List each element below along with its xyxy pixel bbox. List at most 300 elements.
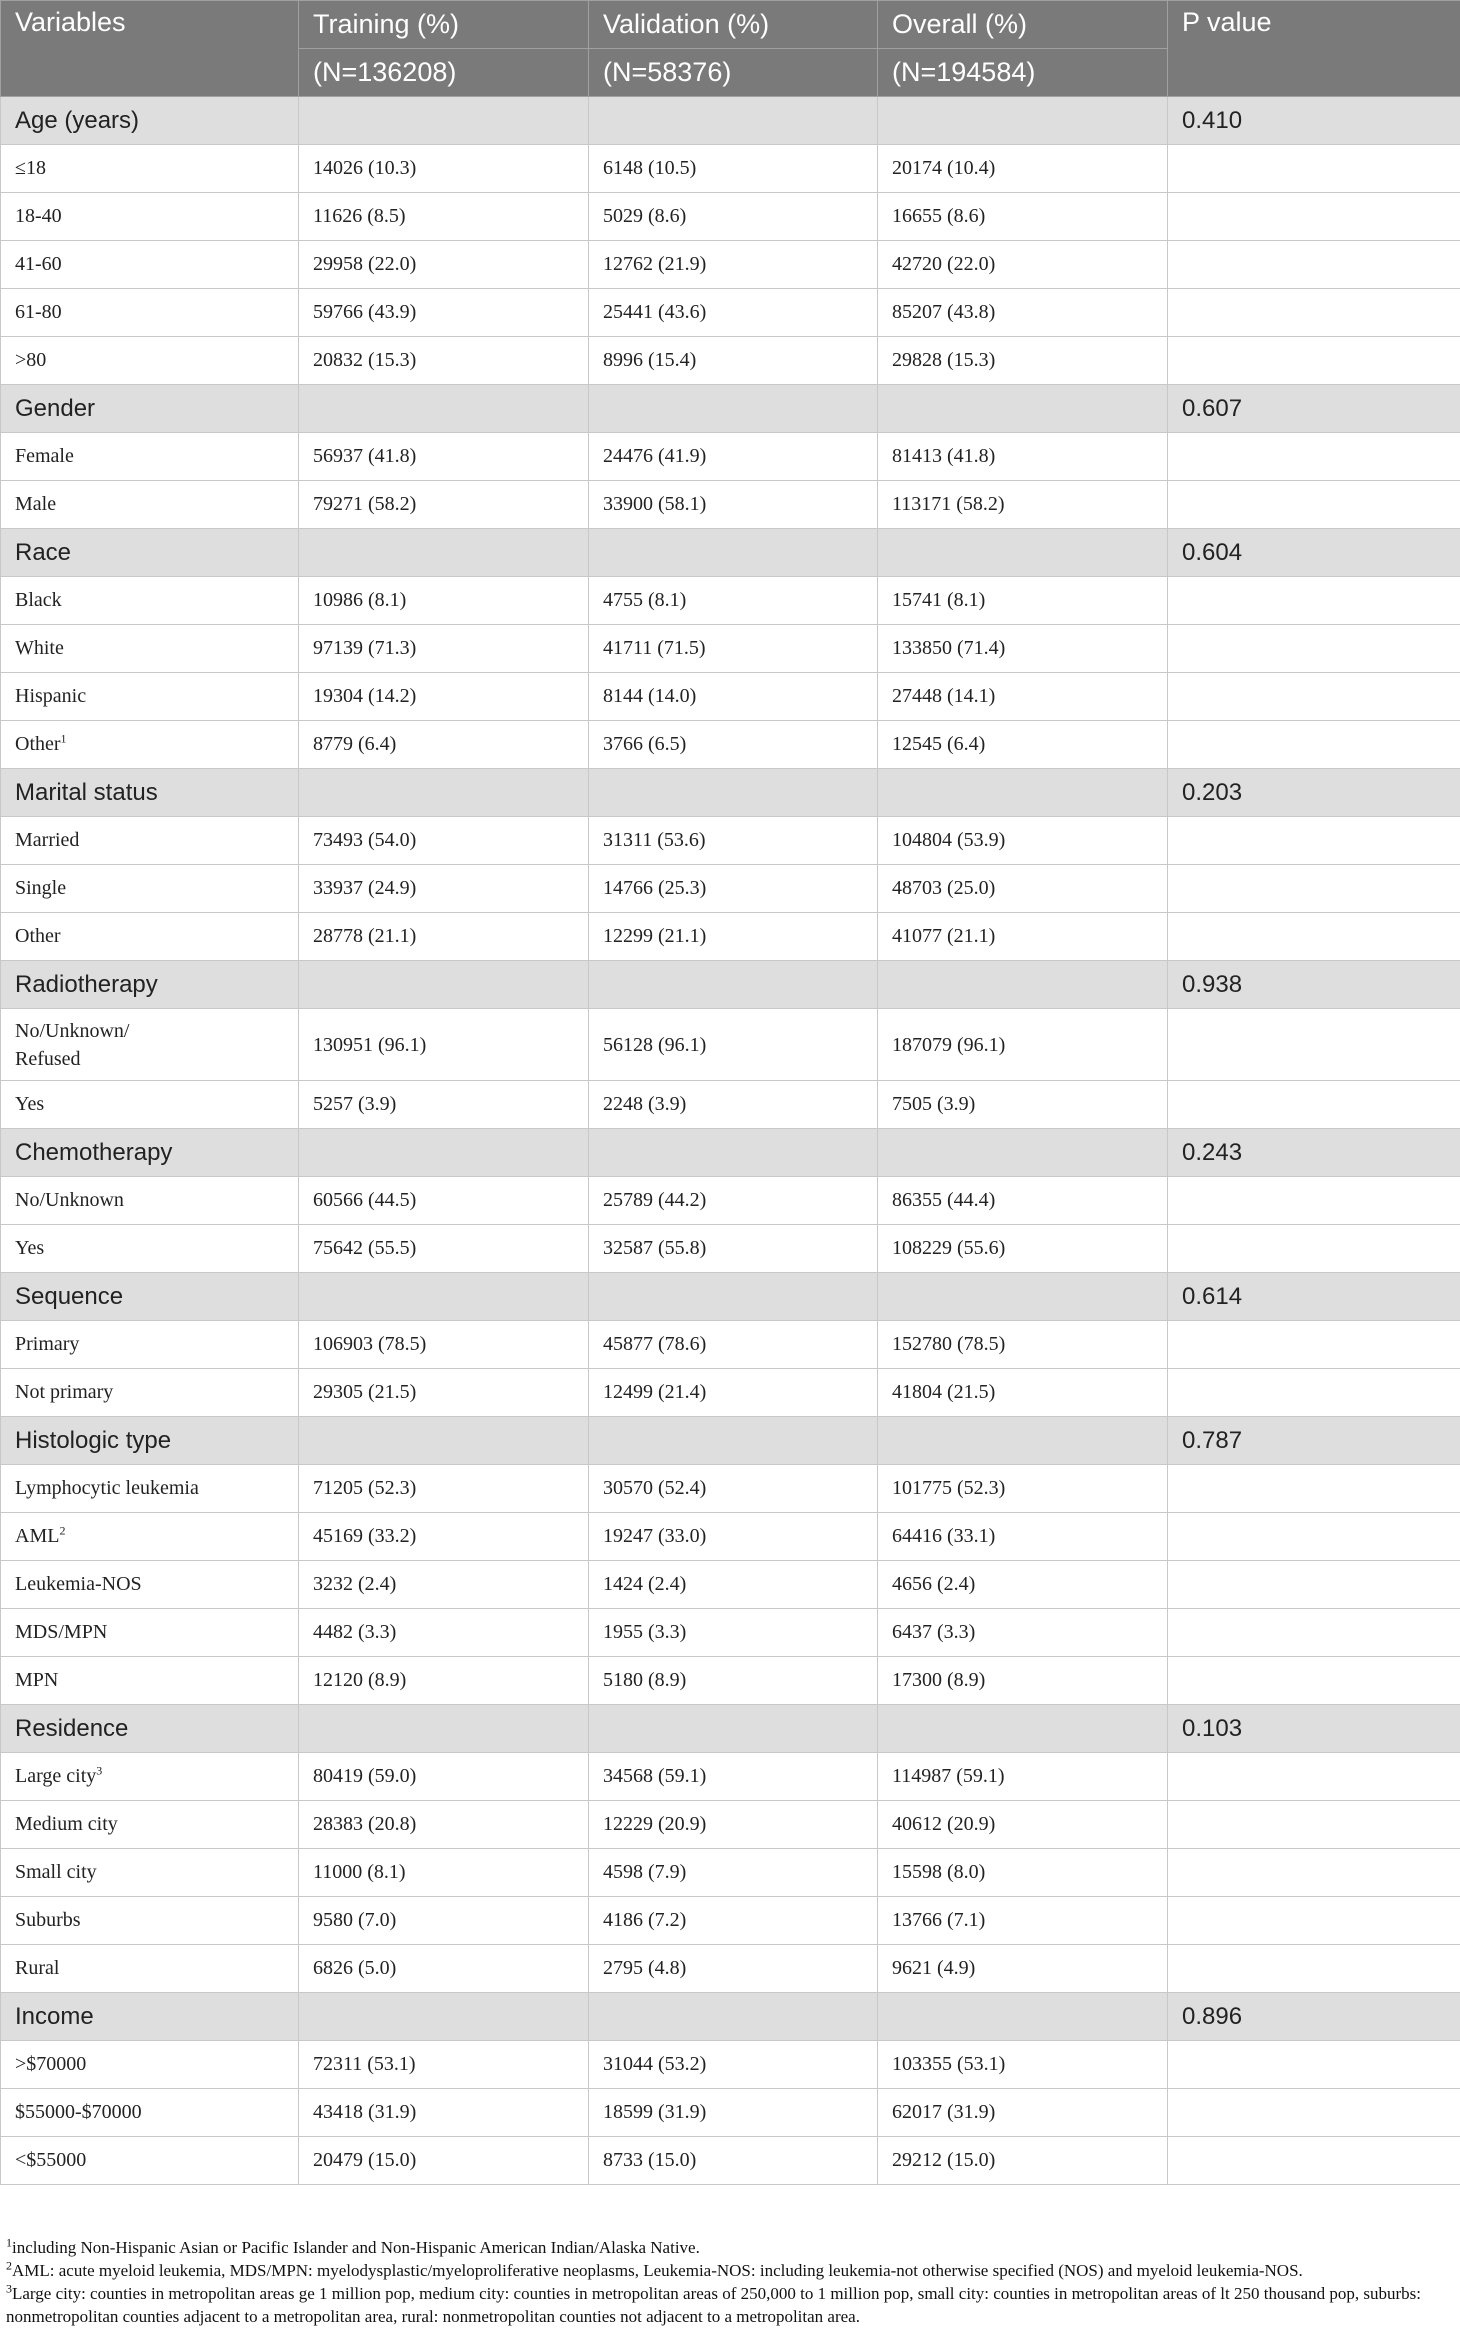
- table-body: [1, 97, 1460, 2185]
- row-label: [1, 1225, 299, 1273]
- overall-cell: 133850 (71.4): [878, 625, 1168, 673]
- overall-cell: 17300 (8.9): [878, 1657, 1168, 1705]
- table-row: [1, 2041, 1460, 2089]
- row-label-text: Hispanic: [15, 685, 87, 707]
- row-label: [1, 625, 299, 673]
- overall-cell: 187079 (96.1): [878, 1009, 1168, 1081]
- overall-cell: 15741 (8.1): [878, 577, 1168, 625]
- group-p-value: 0.410: [1168, 97, 1460, 145]
- group-empty-validation: [589, 529, 878, 577]
- overall-cell: 13766 (7.1): [878, 1897, 1168, 1945]
- row-label-text: Medium city: [15, 1813, 118, 1835]
- row-label: [1, 1465, 299, 1513]
- table-row: [1, 1177, 1460, 1225]
- training-cell: 8779 (6.4): [299, 721, 589, 769]
- footnote: [6, 2282, 1456, 2328]
- group-p-value: 0.614: [1168, 1273, 1460, 1321]
- row-label-text: Large city: [15, 1765, 97, 1787]
- validation-cell: 8996 (15.4): [589, 337, 878, 385]
- table-row: [1, 673, 1460, 721]
- overall-cell: 16655 (8.6): [878, 193, 1168, 241]
- row-label-text: Yes: [15, 1237, 45, 1259]
- group-empty-overall: [878, 1993, 1168, 2041]
- validation-cell: 1955 (3.3): [589, 1609, 878, 1657]
- row-label: [1, 1609, 299, 1657]
- training-cell: 71205 (52.3): [299, 1465, 589, 1513]
- validation-cell: 24476 (41.9): [589, 433, 878, 481]
- row-label: [1, 865, 299, 913]
- row-label: [1, 145, 299, 193]
- row-label: [1, 577, 299, 625]
- table-row: [1, 625, 1460, 673]
- group-empty-overall: [878, 385, 1168, 433]
- overall-cell: 85207 (43.8): [878, 289, 1168, 337]
- p-value-cell: [1168, 2089, 1460, 2137]
- group-label: Chemotherapy: [1, 1129, 299, 1177]
- table-row: [1, 1513, 1460, 1561]
- group-row: [1, 529, 1460, 577]
- row-label-text: Lymphocytic leukemia: [15, 1477, 199, 1499]
- row-label: [1, 2041, 299, 2089]
- header-training: Training (%): [299, 1, 589, 49]
- table-row: [1, 1009, 1460, 1081]
- training-cell: 11626 (8.5): [299, 193, 589, 241]
- p-value-cell: [1168, 1561, 1460, 1609]
- validation-cell: 14766 (25.3): [589, 865, 878, 913]
- overall-cell: 64416 (33.1): [878, 1513, 1168, 1561]
- training-cell: 9580 (7.0): [299, 1897, 589, 1945]
- validation-cell: 12229 (20.9): [589, 1801, 878, 1849]
- group-p-value: 0.896: [1168, 1993, 1460, 2041]
- row-label-text: >80: [15, 349, 47, 371]
- validation-cell: 5029 (8.6): [589, 193, 878, 241]
- overall-cell: 41077 (21.1): [878, 913, 1168, 961]
- row-label-text: Male: [15, 493, 57, 515]
- row-label: [1, 1945, 299, 1993]
- p-value-cell: [1168, 1801, 1460, 1849]
- training-cell: 5257 (3.9): [299, 1081, 589, 1129]
- table-row: [1, 1225, 1460, 1273]
- p-value-cell: [1168, 1225, 1460, 1273]
- row-label-text: White: [15, 637, 64, 659]
- footnotes: [6, 2236, 1456, 2328]
- table-row: [1, 1897, 1460, 1945]
- p-value-cell: [1168, 1465, 1460, 1513]
- table-row: [1, 1321, 1460, 1369]
- row-label: [1, 721, 299, 769]
- training-cell: 19304 (14.2): [299, 673, 589, 721]
- row-label: [1, 1561, 299, 1609]
- p-value-cell: [1168, 1657, 1460, 1705]
- group-empty-training: [299, 1705, 589, 1753]
- header-validation-n: (N=58376): [589, 49, 878, 97]
- row-label-text: $55000-$70000: [15, 2101, 142, 2123]
- footnote-text: AML: acute myeloid leukemia, MDS/MPN: myelodysplastic/myeloproliferative neoplasms, Leukemia-NOS: including leukemia-not otherwise specified (NOS) and myeloid leukemia-NOS.: [12, 2261, 1303, 2280]
- header-variables: Variables: [1, 1, 299, 97]
- header-validation: Validation (%): [589, 1, 878, 49]
- p-value-cell: [1168, 625, 1460, 673]
- row-label: [1, 1849, 299, 1897]
- row-label: [1, 2137, 299, 2185]
- training-cell: 11000 (8.1): [299, 1849, 589, 1897]
- table-row: [1, 1801, 1460, 1849]
- validation-cell: 1424 (2.4): [589, 1561, 878, 1609]
- group-empty-validation: [589, 1417, 878, 1465]
- table-row: [1, 1945, 1460, 1993]
- training-cell: 56937 (41.8): [299, 433, 589, 481]
- p-value-cell: [1168, 721, 1460, 769]
- group-empty-overall: [878, 769, 1168, 817]
- overall-cell: 27448 (14.1): [878, 673, 1168, 721]
- p-value-cell: [1168, 865, 1460, 913]
- overall-cell: 29828 (15.3): [878, 337, 1168, 385]
- training-cell: 20832 (15.3): [299, 337, 589, 385]
- group-row: [1, 385, 1460, 433]
- row-label: [1, 241, 299, 289]
- p-value-cell: [1168, 577, 1460, 625]
- training-cell: 97139 (71.3): [299, 625, 589, 673]
- training-cell: 79271 (58.2): [299, 481, 589, 529]
- header-overall-n: (N=194584): [878, 49, 1168, 97]
- training-cell: 14026 (10.3): [299, 145, 589, 193]
- training-cell: 75642 (55.5): [299, 1225, 589, 1273]
- footnote-marker: 3: [96, 1763, 103, 1778]
- row-label: [1, 673, 299, 721]
- p-value-cell: [1168, 433, 1460, 481]
- group-label: Radiotherapy: [1, 961, 299, 1009]
- table-row: [1, 1465, 1460, 1513]
- header-overall: Overall (%): [878, 1, 1168, 49]
- footnote-text: Large city: counties in metropolitan areas ge 1 million pop, medium city: counties in metropolitan areas of 250,000 to 1 million pop, small city: counties in metropolitan areas of lt 250 thousand pop, suburbs: nonmetropolitan counties adjacent to a metropolitan area, rural: nonmetropolitan counties not adjacent to a metropolitan area.: [6, 2284, 1422, 2326]
- p-value-cell: [1168, 1369, 1460, 1417]
- validation-cell: 56128 (96.1): [589, 1009, 878, 1081]
- table-row: [1, 193, 1460, 241]
- group-empty-overall: [878, 1273, 1168, 1321]
- training-cell: 28383 (20.8): [299, 1801, 589, 1849]
- group-p-value: 0.607: [1168, 385, 1460, 433]
- overall-cell: 152780 (78.5): [878, 1321, 1168, 1369]
- row-label: [1, 289, 299, 337]
- overall-cell: 29212 (15.0): [878, 2137, 1168, 2185]
- row-label-text: Yes: [15, 1093, 45, 1115]
- row-label-text: ≤18: [15, 157, 46, 179]
- training-cell: 20479 (15.0): [299, 2137, 589, 2185]
- table-row: [1, 913, 1460, 961]
- training-cell: 29958 (22.0): [299, 241, 589, 289]
- header-training-n: (N=136208): [299, 49, 589, 97]
- overall-cell: 40612 (20.9): [878, 1801, 1168, 1849]
- training-cell: 6826 (5.0): [299, 1945, 589, 1993]
- table-row: [1, 337, 1460, 385]
- group-empty-overall: [878, 529, 1168, 577]
- validation-cell: 25789 (44.2): [589, 1177, 878, 1225]
- footnote-mark: 1: [6, 2235, 12, 2250]
- footnote-text: including Non-Hispanic Asian or Pacific Islander and Non-Hispanic American Indian/Alaska Native.: [12, 2238, 700, 2257]
- group-p-value: 0.787: [1168, 1417, 1460, 1465]
- training-cell: 12120 (8.9): [299, 1657, 589, 1705]
- table-row: [1, 817, 1460, 865]
- row-label-text: MDS/MPN: [15, 1621, 108, 1643]
- row-label-text: Suburbs: [15, 1909, 81, 1931]
- validation-cell: 2795 (4.8): [589, 1945, 878, 1993]
- row-label-text: Small city: [15, 1861, 97, 1883]
- group-empty-validation: [589, 1129, 878, 1177]
- table-row: [1, 721, 1460, 769]
- training-cell: 4482 (3.3): [299, 1609, 589, 1657]
- row-label-text: AML: [15, 1525, 60, 1547]
- group-label: Income: [1, 1993, 299, 2041]
- p-value-cell: [1168, 289, 1460, 337]
- row-label: [1, 337, 299, 385]
- row-label: [1, 1081, 299, 1129]
- group-empty-training: [299, 1417, 589, 1465]
- table-row: [1, 241, 1460, 289]
- overall-cell: 81413 (41.8): [878, 433, 1168, 481]
- training-cell: 28778 (21.1): [299, 913, 589, 961]
- validation-cell: 33900 (58.1): [589, 481, 878, 529]
- overall-cell: 101775 (52.3): [878, 1465, 1168, 1513]
- group-label: Histologic type: [1, 1417, 299, 1465]
- table-row: [1, 2089, 1460, 2137]
- footnote-mark: 3: [6, 2281, 12, 2296]
- p-value-cell: [1168, 673, 1460, 721]
- group-p-value: 0.243: [1168, 1129, 1460, 1177]
- row-label-text: Rural: [15, 1957, 60, 1979]
- overall-cell: 41804 (21.5): [878, 1369, 1168, 1417]
- row-label: [1, 1009, 299, 1081]
- header-row-1: [1, 1, 1460, 49]
- group-p-value: 0.938: [1168, 961, 1460, 1009]
- training-cell: 3232 (2.4): [299, 1561, 589, 1609]
- training-cell: 106903 (78.5): [299, 1321, 589, 1369]
- row-label-text: <$55000: [15, 2149, 87, 2171]
- group-p-value: 0.103: [1168, 1705, 1460, 1753]
- overall-cell: 108229 (55.6): [878, 1225, 1168, 1273]
- group-empty-training: [299, 961, 589, 1009]
- validation-cell: 8733 (15.0): [589, 2137, 878, 2185]
- p-value-cell: [1168, 1945, 1460, 1993]
- validation-cell: 45877 (78.6): [589, 1321, 878, 1369]
- group-empty-validation: [589, 961, 878, 1009]
- p-value-cell: [1168, 1513, 1460, 1561]
- group-label: Race: [1, 529, 299, 577]
- overall-cell: 42720 (22.0): [878, 241, 1168, 289]
- training-cell: 45169 (33.2): [299, 1513, 589, 1561]
- row-label-text: Female: [15, 445, 74, 467]
- group-empty-overall: [878, 1705, 1168, 1753]
- validation-cell: 32587 (55.8): [589, 1225, 878, 1273]
- group-empty-training: [299, 1129, 589, 1177]
- group-p-value: 0.203: [1168, 769, 1460, 817]
- table-row: [1, 1657, 1460, 1705]
- table-row: [1, 1609, 1460, 1657]
- group-label: Sequence: [1, 1273, 299, 1321]
- p-value-cell: [1168, 145, 1460, 193]
- header-p-value: P value: [1168, 1, 1460, 97]
- group-empty-training: [299, 385, 589, 433]
- p-value-cell: [1168, 481, 1460, 529]
- group-label: Residence: [1, 1705, 299, 1753]
- training-cell: 33937 (24.9): [299, 865, 589, 913]
- overall-cell: 4656 (2.4): [878, 1561, 1168, 1609]
- validation-cell: 31044 (53.2): [589, 2041, 878, 2089]
- row-label-text: Leukemia-NOS: [15, 1573, 142, 1595]
- p-value-cell: [1168, 2137, 1460, 2185]
- training-cell: 59766 (43.9): [299, 289, 589, 337]
- row-label: [1, 1177, 299, 1225]
- group-row: [1, 1705, 1460, 1753]
- row-label: [1, 1369, 299, 1417]
- overall-cell: 114987 (59.1): [878, 1753, 1168, 1801]
- overall-cell: 113171 (58.2): [878, 481, 1168, 529]
- row-label-text: Single: [15, 877, 67, 899]
- group-row: [1, 1993, 1460, 2041]
- row-label: [1, 1897, 299, 1945]
- group-empty-training: [299, 769, 589, 817]
- validation-cell: 4598 (7.9): [589, 1849, 878, 1897]
- p-value-cell: [1168, 2041, 1460, 2089]
- validation-cell: 4186 (7.2): [589, 1897, 878, 1945]
- group-empty-validation: [589, 1705, 878, 1753]
- table-row: [1, 865, 1460, 913]
- table-row: [1, 145, 1460, 193]
- validation-cell: 19247 (33.0): [589, 1513, 878, 1561]
- group-row: [1, 769, 1460, 817]
- group-empty-validation: [589, 1273, 878, 1321]
- footnote-mark: 2: [6, 2258, 12, 2273]
- row-label-text: Married: [15, 829, 80, 851]
- row-label: [1, 913, 299, 961]
- overall-cell: 6437 (3.3): [878, 1609, 1168, 1657]
- row-label-text: Black: [15, 589, 62, 611]
- group-label: Gender: [1, 385, 299, 433]
- group-row: [1, 97, 1460, 145]
- group-label: Age (years): [1, 97, 299, 145]
- p-value-cell: [1168, 1081, 1460, 1129]
- training-cell: 10986 (8.1): [299, 577, 589, 625]
- overall-cell: 62017 (31.9): [878, 2089, 1168, 2137]
- table-header: [1, 1, 1460, 97]
- validation-cell: 12762 (21.9): [589, 241, 878, 289]
- p-value-cell: [1168, 241, 1460, 289]
- row-label-text: Other: [15, 925, 61, 947]
- table-row: [1, 1561, 1460, 1609]
- table-row: [1, 2137, 1460, 2185]
- p-value-cell: [1168, 1897, 1460, 1945]
- row-label-text: Primary: [15, 1333, 80, 1355]
- row-label: [1, 481, 299, 529]
- table-row: [1, 1849, 1460, 1897]
- row-label-text: 18-40: [15, 205, 62, 227]
- validation-cell: 30570 (52.4): [589, 1465, 878, 1513]
- row-label-text: >$70000: [15, 2053, 87, 2075]
- row-label: [1, 2089, 299, 2137]
- row-label: [1, 433, 299, 481]
- group-empty-training: [299, 1273, 589, 1321]
- p-value-cell: [1168, 817, 1460, 865]
- row-label-text: No/Unknown: [15, 1189, 124, 1211]
- group-row: [1, 1417, 1460, 1465]
- group-empty-validation: [589, 97, 878, 145]
- validation-cell: 12299 (21.1): [589, 913, 878, 961]
- training-cell: 73493 (54.0): [299, 817, 589, 865]
- overall-cell: 12545 (6.4): [878, 721, 1168, 769]
- row-label-text: 61-80: [15, 301, 62, 323]
- training-cell: 43418 (31.9): [299, 2089, 589, 2137]
- training-cell: 72311 (53.1): [299, 2041, 589, 2089]
- overall-cell: 9621 (4.9): [878, 1945, 1168, 1993]
- validation-cell: 5180 (8.9): [589, 1657, 878, 1705]
- row-label: [1, 193, 299, 241]
- row-label: [1, 1753, 299, 1801]
- overall-cell: 20174 (10.4): [878, 145, 1168, 193]
- table-row: [1, 577, 1460, 625]
- validation-cell: 31311 (53.6): [589, 817, 878, 865]
- group-empty-training: [299, 529, 589, 577]
- row-label-text: 41-60: [15, 253, 62, 275]
- validation-cell: 25441 (43.6): [589, 289, 878, 337]
- table-row: [1, 289, 1460, 337]
- group-empty-training: [299, 97, 589, 145]
- table-row: [1, 433, 1460, 481]
- training-cell: 60566 (44.5): [299, 1177, 589, 1225]
- row-label-text: No/Unknown/: [15, 1019, 130, 1042]
- group-empty-overall: [878, 1129, 1168, 1177]
- training-cell: 29305 (21.5): [299, 1369, 589, 1417]
- p-value-cell: [1168, 193, 1460, 241]
- footnote-marker: 2: [59, 1523, 66, 1538]
- row-label-text: MPN: [15, 1669, 59, 1691]
- group-label: Marital status: [1, 769, 299, 817]
- validation-cell: 2248 (3.9): [589, 1081, 878, 1129]
- p-value-cell: [1168, 1009, 1460, 1081]
- group-empty-training: [299, 1993, 589, 2041]
- overall-cell: 104804 (53.9): [878, 817, 1168, 865]
- footnote: [6, 2259, 1456, 2282]
- table-row: [1, 1081, 1460, 1129]
- group-row: [1, 1273, 1460, 1321]
- p-value-cell: [1168, 913, 1460, 961]
- p-value-cell: [1168, 1609, 1460, 1657]
- validation-cell: 4755 (8.1): [589, 577, 878, 625]
- group-empty-validation: [589, 769, 878, 817]
- overall-cell: 103355 (53.1): [878, 2041, 1168, 2089]
- row-label-text: Not primary: [15, 1381, 114, 1403]
- overall-cell: 7505 (3.9): [878, 1081, 1168, 1129]
- group-p-value: 0.604: [1168, 529, 1460, 577]
- row-label: [1, 1321, 299, 1369]
- row-label: [1, 1657, 299, 1705]
- table-row: [1, 1753, 1460, 1801]
- overall-cell: 15598 (8.0): [878, 1849, 1168, 1897]
- footnote: [6, 2236, 1456, 2259]
- p-value-cell: [1168, 1753, 1460, 1801]
- group-row: [1, 1129, 1460, 1177]
- overall-cell: 86355 (44.4): [878, 1177, 1168, 1225]
- row-label: [1, 1801, 299, 1849]
- group-empty-validation: [589, 1993, 878, 2041]
- group-empty-overall: [878, 97, 1168, 145]
- row-label: [1, 817, 299, 865]
- p-value-cell: [1168, 1321, 1460, 1369]
- p-value-cell: [1168, 1177, 1460, 1225]
- row-label: [1, 1513, 299, 1561]
- validation-cell: 3766 (6.5): [589, 721, 878, 769]
- validation-cell: 34568 (59.1): [589, 1753, 878, 1801]
- p-value-cell: [1168, 1849, 1460, 1897]
- table-row: [1, 481, 1460, 529]
- validation-cell: 12499 (21.4): [589, 1369, 878, 1417]
